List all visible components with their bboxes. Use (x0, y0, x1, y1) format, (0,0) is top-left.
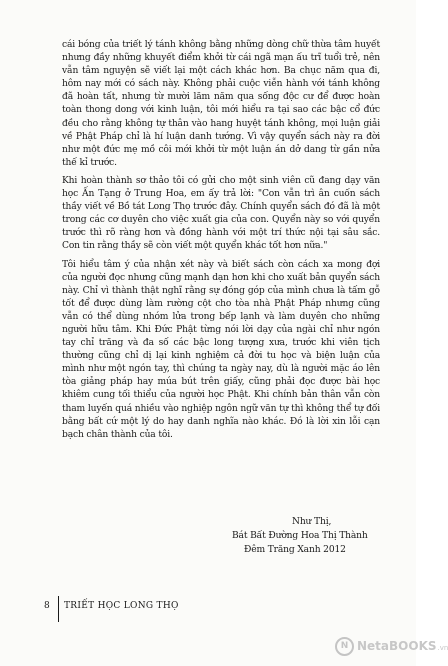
netabooks-watermark (335, 634, 448, 658)
running-title: TRIẾT HỌC LONG THỌ (64, 601, 179, 611)
watermark-text: NetaBOOKS (357, 639, 437, 653)
netabooks-logo-icon: N (335, 637, 354, 656)
body-text (62, 39, 380, 442)
paragraph-2: Khi hoàn thành sơ thảo tôi có gửi cho một sinh viên cũ đang dạy văn học Ấn Tạng ở Trung Hoa, em ấy trả lời: "Con vẫn trì ân cuốn sách thầy viết về Bồ tát Long Thọ trước đây. Chính quyển sách đó đã là một trong các cơ duyên cho việc xuất gia của con. Quyển này so với quyển trước thì rõ ràng hơn và đồng hành với một trí thức nội tại sâu sắc. Con tin rằng thầy sẽ còn viết một quyển khác tốt hơn nữa." (62, 175, 380, 252)
signature-date: Đêm Trăng Xanh 2012 (244, 545, 346, 555)
watermark-suffix: .vn (437, 644, 448, 652)
signature-place: Bát Bất Đường Hoa Thị Thành (232, 531, 368, 541)
paragraph-1: cái bóng của triết lý tánh không bằng những dòng chữ thừa tâm huyết nhưng đầy những khuyết điểm khởi từ cái ngã mạn ấu trĩ tuổi trẻ, nên vẫn tâm nguyện sẽ viết lại một cách khác hơn. Ba chục năm qua đi, hôm nay mới có sách này. Không phải cuộc viễn hành với tánh không đã hoàn tất, nhưng từ mười lăm năm qua sống độc cư để được hoàn toàn thong dong với kinh luận, tôi mới hiểu ra tại sao các bậc cổ đức đều cho rằng không tự thân vào hang huyệt tánh không, mọi luận giải về Phật Pháp chỉ là hí luận danh tướng. Vì vậy quyển sách này ra đời như một đức mẹ mồ côi mới khởi từ một luận án dở dang từ gần nửa thế kỉ trước. (62, 40, 380, 168)
signature-block (232, 515, 368, 557)
author-name: Như Thị, (292, 517, 332, 527)
paragraph-3: Tôi hiểu tâm ý của nhận xét này và biết sách còn cách xa mong đợi của người đọc nhưng cũng mạnh dạn hơn khi cho xuất bản quyển sách này. Chỉ vì thành thật nghĩ rằng sự đóng góp của mình chưa là tấm gỗ tốt để được dùng làm rường cột cho tòa nhà Phật Pháp nhưng cũng vẫn có thể dùng nhóm lửa trong bếp lạnh và làm duyên cho những người hữu tâm. Khi Đức Phật từng nói lời dạy của ngài chỉ như ngón tay chỉ trăng và đa số các bậc long tượng xưa, trước khi viên tịch thường cũng chỉ dị lại kinh nghiệm cả đời tu học và biện luận của mình như một ngón tay, thì chúng ta ngày nay, dù là người mặc áo lên tòa giảng pháp hay múa bút trên giấy, cũng phải đọc được bài học khiêm cung tối thiểu của người học Phật. Khi chính bản thân vẫn còn tham luyến quá nhiều vào nghiệp ngôn ngữ văn tự thì không thể tự đối bằng bất cứ một lý do hay danh nghĩa nào khác. Đó là lời xin lỗi cạn bạch chân thành của tôi. (62, 259, 380, 440)
footer-divider (58, 596, 59, 622)
page-number: 8 (44, 601, 50, 611)
